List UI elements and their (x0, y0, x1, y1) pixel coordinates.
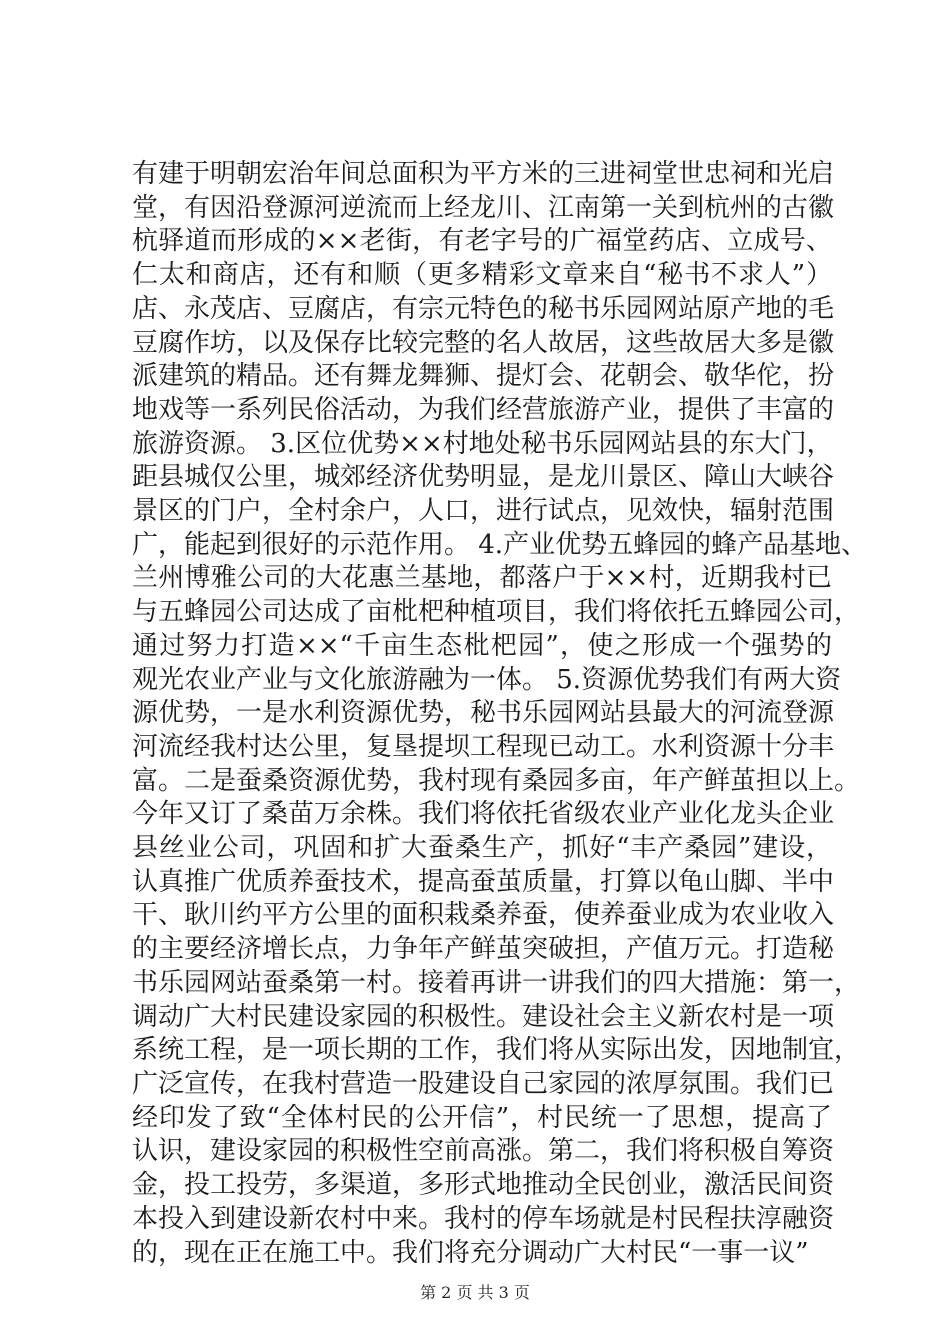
text-line: 的，现在正在施工中。我们将充分调动广大村民“一事一议” (132, 1237, 809, 1268)
text-line: 今年又订了桑苗万余株。我们将依托省级农业产业化龙头企业 (132, 799, 835, 830)
text-line: 店、永茂店、豆腐店，有宗元特色的秘书乐园网站原产地的毛 (132, 293, 835, 324)
text-line: 与五蜂园公司达成了亩枇杷种植项目，我们将依托五蜂园公司， (132, 597, 861, 628)
text-line: 干、耿川约平方公里的面积栽桑养蚕，使养蚕业成为农业收入 (132, 900, 835, 931)
text-line: 地戏等一系列民俗活动，为我们经营旅游产业，提供了丰富的 (132, 394, 835, 425)
text-line: 杭驿道而形成的××老街，有老字号的广福堂药店、立成号、 (132, 226, 832, 257)
text-line: 的主要经济增长点，力争年产鲜茧突破担，产值万元。打造秘 (132, 934, 835, 965)
body-text (132, 158, 868, 1270)
text-line: 通过努力打造××“千亩生态枇杷园”，使之形成一个强势的 (132, 630, 832, 661)
text-line: 河流经我村达公里，复垦提坝工程现已动工。水利资源十分丰 (132, 731, 835, 762)
text-line: 观光农业产业与文化旅游融为一体。 5.资源优势我们有两大资 (132, 664, 842, 695)
text-line: 派建筑的精品。还有舞龙舞狮、提灯会、花朝会、敬华佗，扮 (132, 361, 835, 392)
text-line: 兰州博雅公司的大花惠兰基地，都落户于××村，近期我村已 (132, 563, 832, 594)
text-line: 距县城仅公里，城郊经济优势明显，是龙川景区、障山大峡谷 (132, 462, 835, 493)
text-line: 堂，有因沿登源河逆流而上经龙川、江南第一关到杭州的古徽 (132, 192, 835, 223)
text-line: 有建于明朝宏治年间总面积为平方米的三进祠堂世忠祠和光启 (132, 159, 835, 189)
text-line: 系统工程，是一项长期的工作，我们将从实际出发，因地制宜， (132, 1035, 861, 1066)
page-footer: 第 2 页 共 3 页 (420, 1283, 530, 1302)
text-line: 认真推广优质养蚕技术，提高蚕茧质量，打算以龟山脚、半中 (132, 866, 835, 897)
text-line: 旅游资源。 3.区位优势××村地处秘书乐园网站县的东大门， (132, 428, 833, 459)
text-line: 仁太和商店，还有和顺（更多精彩文章来自“秘书不求人”） (132, 260, 832, 291)
text-line: 书乐园网站蚕桑第一村。接着再讲一讲我们的四大措施：第一， (132, 967, 861, 998)
text-line: 经印发了致“全体村民的公开信”，村民统一了思想，提高了 (132, 1102, 832, 1133)
text-line: 县丝业公司，巩固和扩大蚕桑生产，抓好“丰产桑园”建设， (132, 833, 832, 864)
text-line: 本投入到建设新农村中来。我村的停车场就是村民程扶淳融资 (132, 1203, 835, 1234)
text-line: 源优势，一是水利资源优势，秘书乐园网站县最大的河流登源 (132, 698, 835, 729)
text-line: 金，投工投劳，多渠道，多形式地推动全民创业，激活民间资 (132, 1170, 835, 1201)
text-line: 调动广大村民建设家园的积极性。建设社会主义新农村是一项 (132, 1001, 835, 1032)
text-line: 景区的门户，全村余户，人口，进行试点，见效快，辐射范围 (132, 496, 835, 527)
text-line: 富。二是蚕桑资源优势，我村现有桑园多亩，年产鲜茧担以上。 (132, 765, 861, 796)
text-line: 广泛宣传，在我村营造一股建设自己家园的浓厚氛围。我们已 (132, 1068, 835, 1099)
text-line: 豆腐作坊，以及保存比较完整的名人故居，这些故居大多是徽 (132, 327, 835, 358)
text-line: 认识，建设家园的积极性空前高涨。第二，我们将积极自筹资 (132, 1136, 835, 1167)
text-line: 广，能起到很好的示范作用。 4.产业优势五蜂园的蜂产品基地、 (132, 529, 868, 560)
